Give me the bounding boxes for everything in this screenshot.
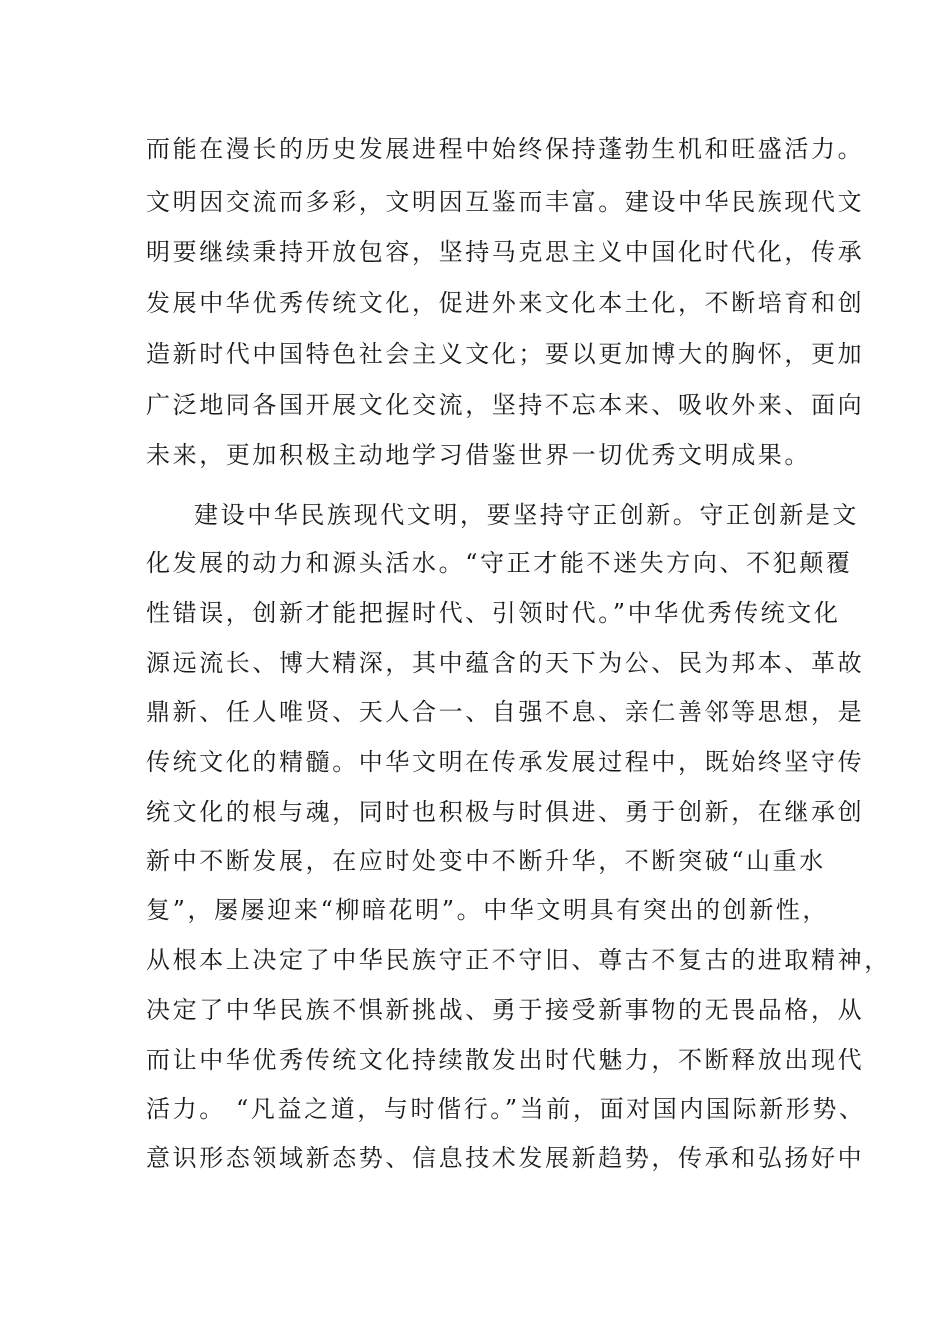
text-line: 而能在漫长的历史发展进程中始终保持蓬勃生机和旺盛活力。 bbox=[146, 135, 865, 163]
text-line: 广泛地同各国开展文化交流，坚持不忘本来、吸收外来、面向 bbox=[146, 391, 865, 419]
text-line: 传统文化的精髓。中华文明在传承发展过程中，既始终坚守传 bbox=[146, 748, 865, 776]
text-line: 统文化的根与魂，同时也积极与时俱进、勇于创新，在继承创 bbox=[146, 798, 865, 826]
text-line: 从根本上决定了中华民族守正不守旧、尊古不复古的进取精神， bbox=[146, 946, 891, 974]
text-line: 文明因交流而多彩，文明因互鉴而丰富。建设中华民族现代文 bbox=[146, 188, 865, 216]
text-line: 鼎新、任人唯贤、天人合一、自强不息、亲仁善邻等思想，是 bbox=[146, 698, 865, 726]
text-line: 活力。 “凡益之道，与时偕行。”当前，面对国内国际新形势、 bbox=[146, 1095, 866, 1123]
text-line: 发展中华优秀传统文化，促进外来文化本土化，不断培育和创 bbox=[146, 289, 865, 317]
text-line: 造新时代中国特色社会主义文化；要以更加博大的胸怀，更加 bbox=[146, 340, 865, 368]
text-line: 未来，更加积极主动地学习借鉴世界一切优秀文明成果。 bbox=[146, 441, 811, 469]
text-line: 源远流长、博大精深，其中蕴含的天下为公、民为邦本、革故 bbox=[146, 649, 865, 677]
paragraph-first-line: 建设中华民族现代文明，要坚持守正创新。守正创新是文 bbox=[194, 501, 859, 529]
text-line: 明要继续秉持开放包容，坚持马克思主义中国化时代化，传承 bbox=[146, 238, 865, 266]
text-line: 复”，屡屡迎来“柳暗花明”。中华文明具有突出的创新性， bbox=[146, 896, 830, 924]
text-line: 新中不断发展，在应时处变中不断升华，不断突破“山重水 bbox=[146, 847, 826, 875]
text-line: 意识形态领域新态势、信息技术发展新趋势，传承和弘扬好中 bbox=[146, 1144, 865, 1172]
text-line: 而让中华优秀传统文化持续散发出时代魅力，不断释放出现代 bbox=[146, 1046, 865, 1074]
text-line: 化发展的动力和源头活水。“守正才能不迷失方向、不犯颠覆 bbox=[146, 549, 853, 577]
text-line: 性错误，创新才能把握时代、引领时代。”中华优秀传统文化 bbox=[146, 599, 841, 627]
text-line: 决定了中华民族不惧新挑战、勇于接受新事物的无畏品格，从 bbox=[146, 996, 865, 1024]
